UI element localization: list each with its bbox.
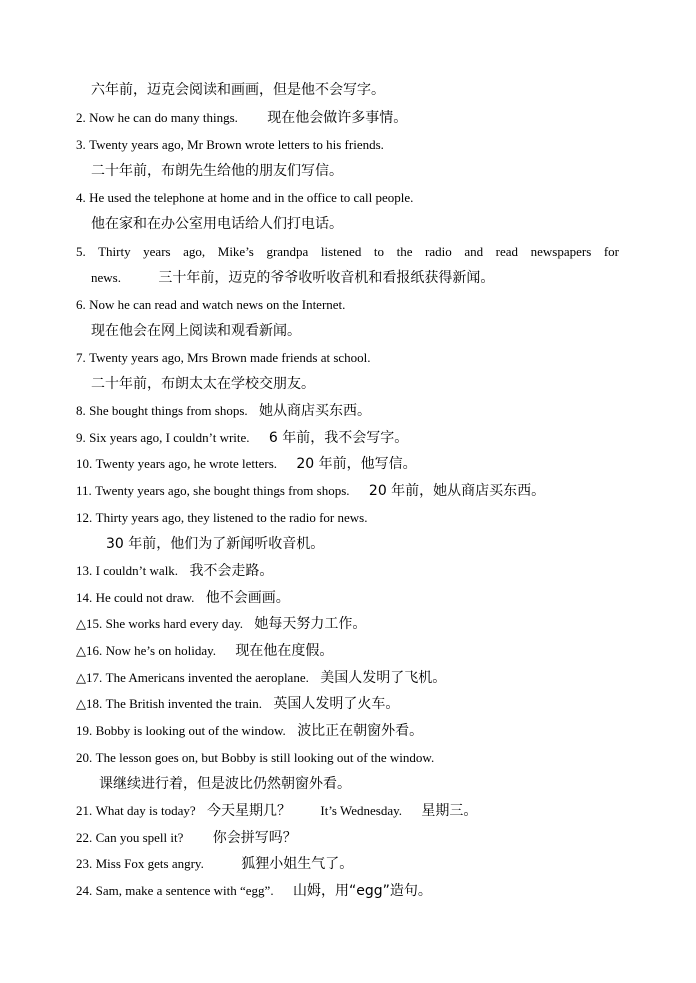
english-text: She works hard every day. [105,616,244,631]
item-number: △16. [76,643,103,658]
chinese-text: 6 年前，我不会写字。 [268,430,409,446]
item-number: 8. [76,403,86,418]
item-number: 24. [76,883,93,898]
english-text: He could not draw. [95,590,195,605]
sentence-20-translation [99,774,351,794]
chinese-text: 30 年前，他们为了新闻听收音机。 [106,536,325,552]
english-text: Now he can do many things. [89,110,238,125]
item-number: 11. [76,483,92,498]
sentence-17 [76,668,446,688]
english-text: The Americans invented the aeroplane. [105,670,309,685]
english-text: Twenty years ago, Mr Brown wrote letters to his friends. [89,137,384,152]
sentence-3-translation [91,161,343,181]
sentence-15 [76,614,366,634]
english-text: What day is today? [95,803,196,818]
english-answer: It’s Wednesday. [320,803,403,818]
sentence-2 [76,108,407,128]
chinese-text: 三十年前，迈克的爷爷收听收音机和看报纸获得新闻。 [158,270,495,286]
item-number: △17. [76,670,103,685]
item-number: 19. [76,723,93,738]
chinese-text: 今天星期几？ [207,803,291,819]
english-text: She bought things from shops. [89,403,248,418]
sentence-24 [76,881,432,901]
chinese-text: 20 年前，他写信。 [296,456,417,472]
english-text: Thirty years ago, Mike’s grandpa listened to the radio and read newspapers for [98,244,619,259]
item-number: 12. [76,510,93,525]
line-1-cont [91,80,385,100]
sentence-20 [76,748,434,768]
item-number: △18. [76,696,103,711]
sentence-6 [76,295,345,315]
english-text: Miss Fox gets angry. [95,856,204,871]
item-number: 10. [76,456,93,471]
english-text: Twenty years ago, he wrote letters. [95,456,278,471]
chinese-text: 二十年前，布朗先生给他的朋友们写信。 [91,163,343,179]
item-number: 7. [76,350,86,365]
english-text: Now he can read and watch news on the Internet. [89,297,346,312]
item-number: 2. [76,110,86,125]
sentence-13 [76,561,273,581]
chinese-text: 二十年前，布朗太太在学校交朋友。 [91,376,315,392]
item-number: 20. [76,750,93,765]
sentence-4 [76,188,413,208]
sentence-10 [76,454,417,474]
english-text: Sam, make a sentence with “egg”. [95,883,274,898]
english-text: Can you spell it? [95,830,184,845]
english-text: He used the telephone at home and in the office to call people. [89,190,414,205]
chinese-text: 英国人发明了火车。 [273,696,400,712]
item-number: 14. [76,590,93,605]
sentence-14 [76,588,290,608]
item-number: 4. [76,190,86,205]
sentence-19 [76,721,423,741]
chinese-text: 课继续进行着，但是波比仍然朝窗外看。 [99,776,351,792]
sentence-12 [76,508,367,528]
sentence-22 [76,828,297,848]
item-number: 6. [76,297,86,312]
item-number: 9. [76,430,86,445]
sentence-3 [76,135,384,155]
sentence-12-translation [106,534,324,554]
item-number: 22. [76,830,93,845]
sentence-23 [76,854,353,874]
chinese-text: 狐狸小姐生气了。 [241,856,354,872]
sentence-16 [76,641,333,661]
english-text: The British invented the train. [105,696,262,711]
sentence-7-translation [91,374,315,394]
chinese-text: 美国人发明了飞机。 [320,670,447,686]
sentence-11 [76,481,545,501]
sentence-4-translation [91,214,343,234]
sentence-5 [76,242,619,262]
chinese-text: 波比正在朝窗外看。 [297,723,424,739]
chinese-text: 她每天努力工作。 [254,616,367,632]
english-text: Thirty years ago, they listened to the radio for news. [95,510,368,525]
chinese-text: 山姆，用“egg”造句。 [292,883,432,899]
sentence-21 [76,801,477,821]
item-number: 5. [76,244,86,259]
english-text: I couldn’t walk. [95,563,179,578]
chinese-text: 我不会走路。 [189,563,274,579]
english-text: The lesson goes on, but Bobby is still looking out of the window. [95,750,435,765]
item-number: 13. [76,563,93,578]
sentence-6-translation [91,321,301,341]
chinese-answer: 星期三。 [421,803,478,819]
item-number: △15. [76,616,103,631]
chinese-text: 他不会画画。 [205,590,290,606]
chinese-text: 你会拼写吗？ [212,830,297,846]
english-text: Now he’s on holiday. [105,643,216,658]
english-text: Six years ago, I couldn’t write. [89,430,250,445]
sentence-8 [76,401,371,421]
chinese-text: 现在他会在网上阅读和观看新闻。 [91,323,301,339]
chinese-text: 她从商店买东西。 [259,403,372,419]
sentence-9 [76,428,408,448]
english-text: Bobby is looking out of the window. [95,723,286,738]
item-number: 21. [76,803,93,818]
sentence-5-cont [91,268,494,288]
english-text: Twenty years ago, she bought things from shops. [95,483,350,498]
item-number: 3. [76,137,86,152]
chinese-text: 他在家和在办公室用电话给人们打电话。 [91,216,343,232]
english-text: Twenty years ago, Mrs Brown made friends at school. [89,350,371,365]
item-number: 23. [76,856,93,871]
chinese-text: 20 年前，她从商店买东西。 [368,483,546,499]
sentence-18 [76,694,399,714]
chinese-text: 六年前，迈克会阅读和画画，但是他不会写字。 [91,82,385,98]
chinese-text: 现在他会做许多事情。 [267,110,408,126]
english-text: news. [91,270,121,285]
chinese-text: 现在他在度假。 [235,643,334,659]
sentence-7 [76,348,371,368]
